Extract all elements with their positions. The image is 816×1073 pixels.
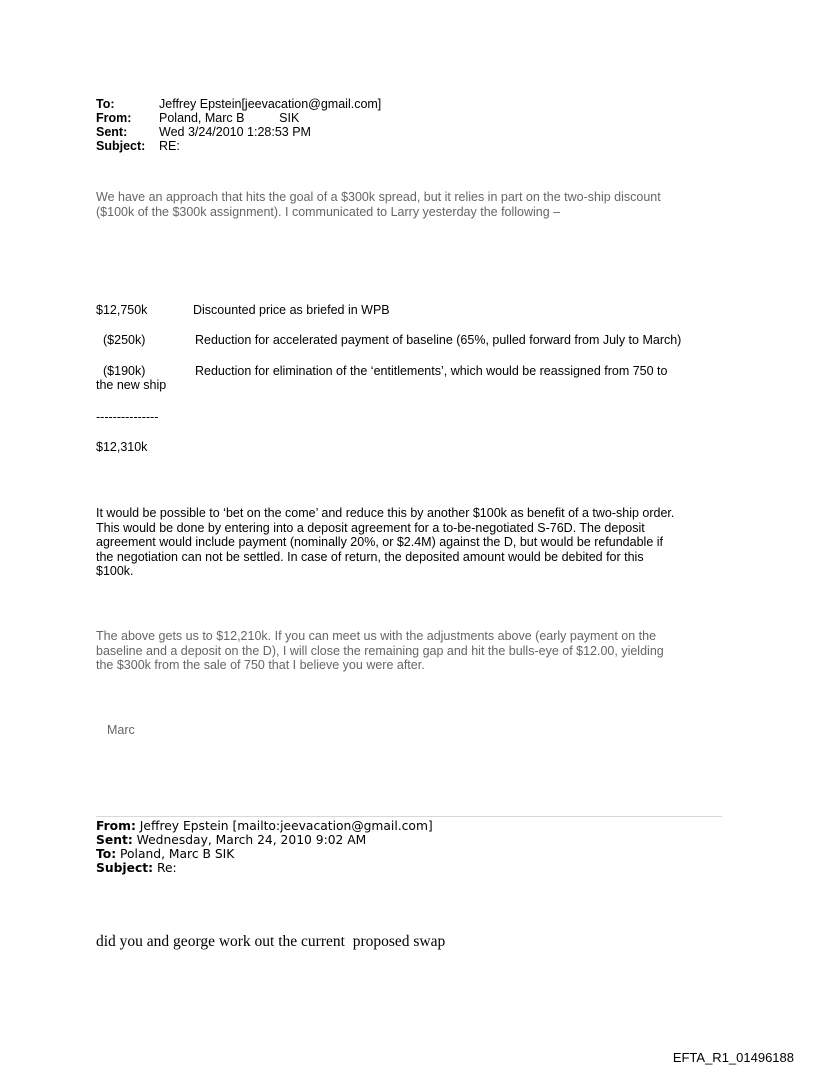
header-from-row xyxy=(96,111,716,125)
total-amount: $12,310k xyxy=(96,440,148,454)
document-id: EFTA_R1_01496188 xyxy=(672,1050,794,1065)
closing-paragraph xyxy=(96,629,736,673)
deposit-paragraph xyxy=(96,506,736,579)
quoted-message: did you and george work out the current proposed swap xyxy=(96,933,446,950)
paragraph-line: the $300k from the sale of 750 that I believe you were after. xyxy=(96,658,425,672)
price-amount: ($250k) xyxy=(103,333,146,347)
to-label: To: xyxy=(96,97,115,111)
header-to-row xyxy=(96,97,716,111)
paragraph-line: $100k. xyxy=(96,564,134,578)
quoted-from-label: From: xyxy=(96,819,136,833)
price-description: Discounted price as briefed in WPB xyxy=(193,303,390,317)
signature: Marc xyxy=(107,723,135,737)
quoted-to-row xyxy=(96,847,716,861)
quoted-subject-value: Re: xyxy=(156,861,177,875)
from-value: Poland, Marc B SIK xyxy=(159,111,300,125)
sent-label: Sent: xyxy=(96,125,128,139)
quoted-subject-row xyxy=(96,861,716,875)
paragraph-line: This would be done by entering into a deposit agreement for a to-be-negotiated S-76D. The deposit xyxy=(96,520,645,535)
quoted-header xyxy=(96,819,716,875)
price-amount: ($190k) xyxy=(103,364,146,378)
to-value[interactable]: Jeffrey Epstein[jeevacation@gmail.com] xyxy=(159,97,382,111)
quoted-subject-label: Subject: xyxy=(96,861,154,875)
price-description: Reduction for accelerated payment of baseline (65%, pulled forward from July to March) xyxy=(195,333,682,347)
quoted-from-value[interactable]: Jeffrey Epstein [mailto:jeevacation@gmail.com] xyxy=(139,819,433,833)
divider-dashes: --------------- xyxy=(96,410,159,424)
intro-line: We have an approach that hits the goal of a $300k spread, but it relies in part on the two-ship discount xyxy=(96,190,661,204)
header-subject-row xyxy=(96,139,716,153)
intro-line: ($100k of the $300k assignment). I communicated to Larry yesterday the following – xyxy=(96,204,561,219)
price-amount: $12,750k xyxy=(96,303,148,317)
price-row xyxy=(96,303,736,319)
price-description: Reduction for elimination of the ‘entitlements’, which would be reassigned from 750 to xyxy=(195,364,668,378)
subject-label: Subject: xyxy=(96,139,146,153)
email-header xyxy=(96,97,716,157)
price-row xyxy=(96,364,736,396)
intro-paragraph xyxy=(96,190,736,219)
paragraph-line: The above gets us to $12,210k. If you can meet us with the adjustments above (early payment on the xyxy=(96,629,657,643)
quoted-separator xyxy=(96,816,722,817)
quoted-sent-label: Sent: xyxy=(96,833,133,847)
from-label: From: xyxy=(96,111,132,125)
header-sent-row xyxy=(96,125,716,139)
paragraph-line: It would be possible to ‘bet on the come’ and reduce this by another $100k as benefit of a two-ship order. xyxy=(96,506,675,520)
paragraph-line: the negotiation can not be settled. In case of return, the deposited amount would be debited for this xyxy=(96,549,644,564)
price-description-continued: the new ship xyxy=(96,378,167,392)
subject-value: RE: xyxy=(159,139,180,153)
quoted-from-row xyxy=(96,819,716,833)
price-row xyxy=(96,333,736,349)
quoted-to-label: To: xyxy=(96,847,117,861)
quoted-sent-value: Wednesday, March 24, 2010 9:02 AM xyxy=(136,833,367,847)
quoted-sent-row xyxy=(96,833,716,847)
quoted-to-value: Poland, Marc B SIK xyxy=(120,847,235,861)
paragraph-line: baseline and a deposit on the D), I will close the remaining gap and hit the bulls-eye of $12.00, yielding xyxy=(96,643,664,658)
sent-value: Wed 3/24/2010 1:28:53 PM xyxy=(159,125,311,139)
paragraph-line: agreement would include payment (nominally 20%, or $2.4M) against the D, but would be refundable if xyxy=(96,535,663,549)
